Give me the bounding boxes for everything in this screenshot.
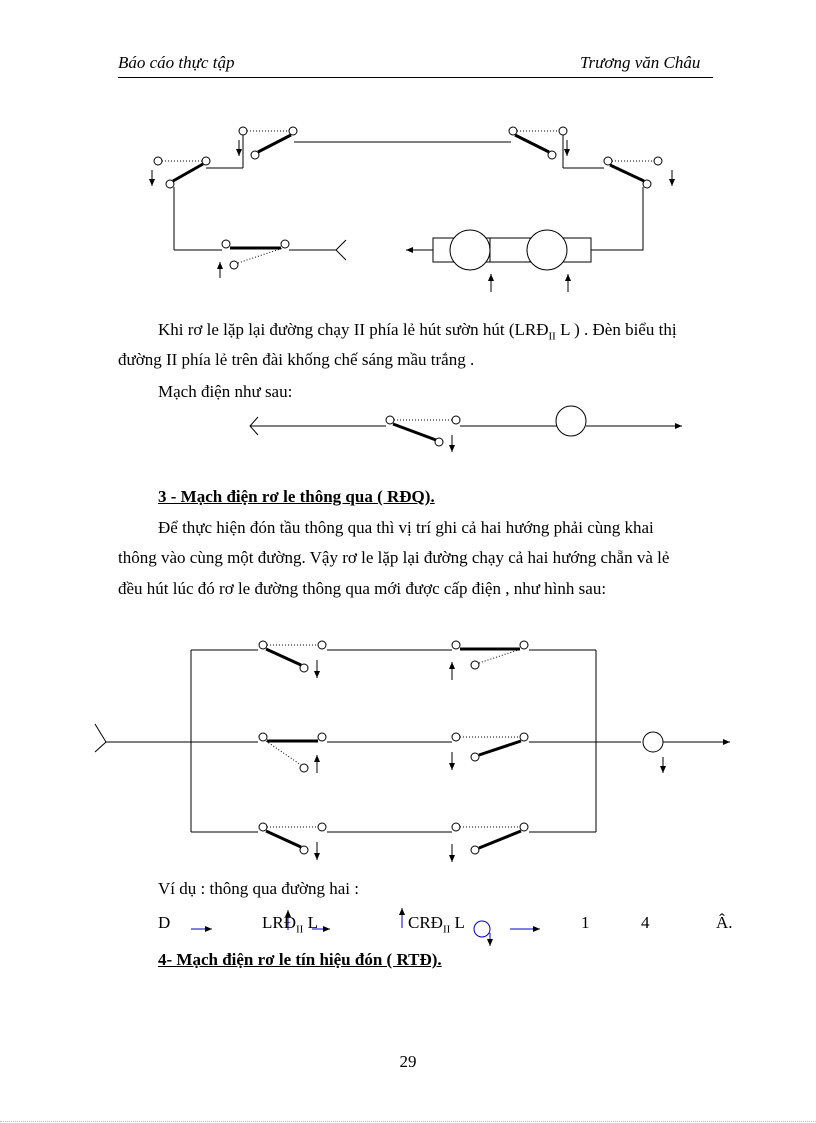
section-3-heading: 3 - Mạch điện rơ le thông qua ( RĐQ).	[158, 487, 435, 506]
example-term-crd: $CRĐ_{II}$ L	[408, 913, 465, 936]
diagram-top-circuit	[152, 127, 672, 292]
circuit-caption: Mạch điện như sau:	[158, 382, 293, 401]
diagram-through-route-circuit	[95, 641, 730, 862]
example-intro: Ví dụ : thông qua đường hai :	[158, 879, 359, 898]
page-bottom-rule	[0, 1121, 816, 1122]
example-term-lrd: $LRĐ_{II}$ L	[262, 913, 318, 936]
section-3-line-1: Để thực hiện đón tầu thông qua thì vị trí ghi cả hai hướng phải cùng khai	[158, 518, 654, 537]
example-term-d: D	[158, 913, 171, 932]
page-number: 29	[399, 1052, 417, 1071]
section-3-line-2: thông vào cùng một đường. Vậy rơ le lặp lại đường chạy cả hai hướng chẵn và lẻ	[118, 548, 670, 567]
example-term-1: 1	[581, 913, 590, 932]
header-right: Trương văn Châu	[580, 53, 701, 72]
section-4-heading: 4- Mạch điện rơ le tín hiệu đón ( RTĐ).	[158, 950, 442, 969]
example-term-4: 4	[641, 913, 650, 932]
example-arrows	[191, 908, 540, 946]
diagram-middle-circuit	[250, 406, 682, 452]
paragraph-1-line-2: đường II phía lẻ trên đài khống chế sáng mầu trắng .	[118, 350, 475, 369]
section-3-line-3: đều hút lúc đó rơ le đường thông qua mới được cấp điện , như hình sau:	[118, 579, 607, 598]
header-left: Báo cáo thực tập	[118, 53, 235, 72]
paragraph-1-line-1: Khi rơ le lặp lại đường chạy II phía lẻ hút sườn hút ($LRĐ_{II}$ L ) . Đèn biểu thị	[158, 320, 677, 343]
example-term-a: Â.	[716, 913, 733, 932]
